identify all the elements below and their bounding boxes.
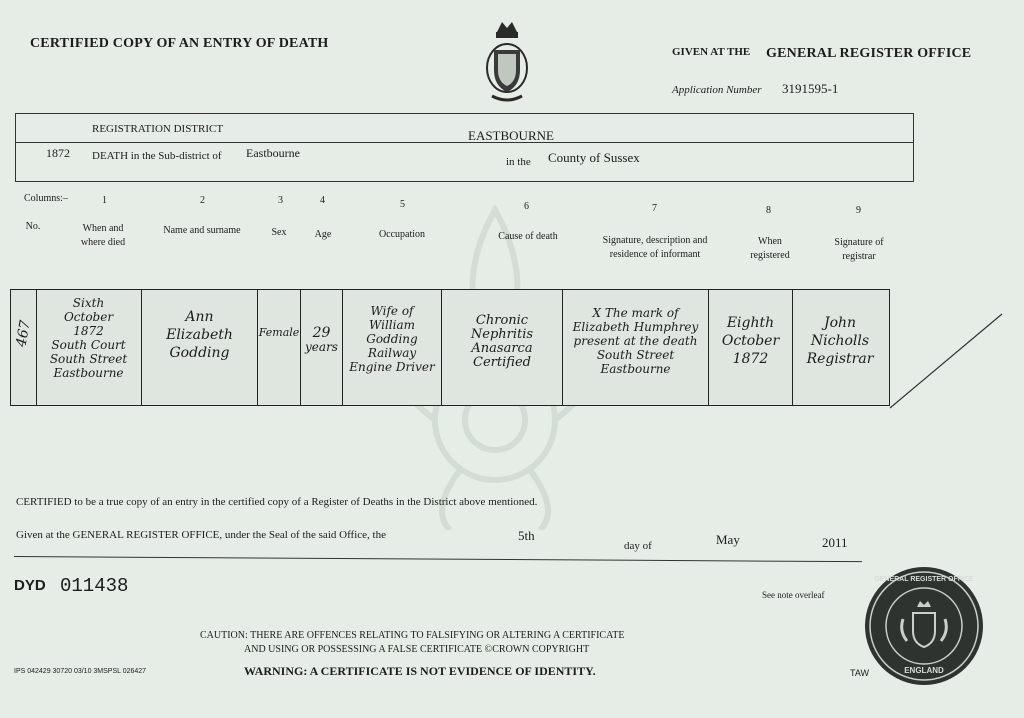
cause-line: Nephritis <box>470 327 534 342</box>
informant-line: Elizabeth Humphrey <box>572 320 699 334</box>
registration-district-box <box>15 113 914 182</box>
district-name: EASTBOURNE <box>468 128 554 143</box>
caution-line-2: AND USING OR POSSESSING A FALSE CERTIFICATE ©CROWN COPYRIGHT <box>244 644 590 655</box>
registrar-line: Registrar <box>806 351 874 367</box>
column-number-7: 7 <box>652 203 657 214</box>
certified-statement: CERTIFIED to be a true copy of an entry in the certified copy of a Register of Deaths in the District above mentioned. <box>16 496 538 508</box>
header-when-where: When and where died <box>80 223 126 248</box>
column-number-9: 9 <box>856 205 861 216</box>
informant-line: present at the death <box>573 334 698 348</box>
column-number-6: 6 <box>524 201 529 212</box>
header-informant: Signature, description and residence of informant <box>602 235 708 260</box>
cell-registrar <box>793 290 887 405</box>
occupation-line: Engine Driver <box>349 360 435 374</box>
print-code: IPS 042429 30720 03/10 3MSPSL 026427 <box>14 668 147 675</box>
cause-line: Chronic <box>475 313 529 328</box>
cause-line: Certified <box>473 355 531 370</box>
general-register-office-seal <box>865 567 983 685</box>
header-registrar: Signature of registrar <box>834 237 884 262</box>
cell-sex <box>258 290 301 405</box>
name-line: Elizabeth <box>166 327 233 343</box>
royal-crest-icon <box>482 18 532 104</box>
column-number-4: 4 <box>320 195 325 206</box>
death-entry-row <box>10 289 890 406</box>
entry-number: 467 <box>13 319 34 349</box>
certified-day: 5th <box>518 528 535 543</box>
when-where-line: South Street <box>49 352 128 366</box>
cell-informant <box>563 290 709 405</box>
cause-line: Anasarca <box>471 341 533 356</box>
name-line: Godding <box>169 345 230 361</box>
header-no: No. <box>25 221 41 232</box>
registered-line: Eighth <box>726 315 775 331</box>
application-number: 3191595-1 <box>782 81 839 96</box>
district-label: REGISTRATION DISTRICT <box>92 123 224 135</box>
given-at-office: GENERAL REGISTER OFFICE <box>766 46 972 61</box>
sex-value: Female <box>258 326 300 339</box>
occupation-line: Railway <box>367 346 417 360</box>
age-unit: years <box>305 340 338 354</box>
certified-month: May <box>716 532 740 547</box>
when-where-line: South Court <box>51 338 126 352</box>
informant-line: Eastbourne <box>600 362 671 376</box>
header-occupation: Occupation <box>378 229 426 240</box>
district-year: 1872 <box>46 146 70 160</box>
day-of-label: day of <box>624 540 652 552</box>
column-number-3: 3 <box>278 195 283 206</box>
cell-when-where <box>36 290 142 405</box>
column-number-1: 1 <box>102 195 107 206</box>
name-line: Ann <box>185 309 214 325</box>
cell-when-registered <box>709 290 793 405</box>
seal-text-bottom: ENGLAND <box>904 666 944 675</box>
when-where-line: October <box>63 310 114 324</box>
column-number-2: 2 <box>200 195 205 206</box>
header-name: Name and surname <box>163 225 241 236</box>
seal-text-top: GENERAL REGISTER OFFICE <box>874 576 974 583</box>
registered-line: 1872 <box>732 351 769 367</box>
header-age: Age <box>314 229 332 240</box>
application-label: Application Number <box>672 84 762 96</box>
certificate-title: CERTIFIED COPY OF AN ENTRY OF DEATH <box>30 36 329 51</box>
cell-occupation <box>343 290 442 405</box>
column-number-8: 8 <box>766 205 771 216</box>
serial-number: 011438 <box>60 575 129 597</box>
cell-no <box>11 290 37 405</box>
column-number-5: 5 <box>400 199 405 210</box>
registrar-line: John <box>823 315 857 331</box>
occupation-line: Wife of <box>370 304 414 318</box>
county-name: County of Sussex <box>548 150 640 165</box>
cancel-stroke <box>888 312 1008 412</box>
subdistrict-label: DEATH in the Sub-district of <box>92 150 222 162</box>
cell-age <box>301 290 343 405</box>
see-note-overleaf: See note overleaf <box>762 590 825 600</box>
header-sex: Sex <box>271 227 287 238</box>
registrar-line: Nicholls <box>810 333 870 349</box>
in-the-label: in the <box>506 156 531 168</box>
header-cause: Cause of death <box>498 231 558 242</box>
registered-line: October <box>721 333 780 349</box>
when-where-line: 1872 <box>73 324 104 338</box>
when-where-line: Eastbourne <box>53 366 124 380</box>
informant-line: X The mark of <box>592 306 679 320</box>
occupation-line: Godding <box>366 332 418 346</box>
informant-line: South Street <box>596 348 675 362</box>
caution-line-1: CAUTION: THERE ARE OFFENCES RELATING TO FALSIFYING OR ALTERING A CERTIFICATE <box>200 630 625 641</box>
certified-year: 2011 <box>822 535 848 550</box>
header-when-registered: When registered <box>750 236 790 261</box>
when-where-line: Sixth <box>72 296 105 310</box>
given-at-prefix: GIVEN AT THE <box>672 46 751 58</box>
subdistrict-name: Eastbourne <box>246 146 300 160</box>
taw-mark: TAW <box>850 668 869 678</box>
divider <box>14 556 862 562</box>
divider <box>16 142 913 143</box>
columns-label: Columns:– <box>24 193 68 204</box>
warning-text: WARNING: A CERTIFICATE IS NOT EVIDENCE OF IDENTITY. <box>244 664 596 678</box>
given-at-statement: Given at the GENERAL REGISTER OFFICE, under the Seal of the said Office, the <box>16 529 386 541</box>
cell-cause <box>442 290 563 405</box>
serial-prefix: DYD <box>14 577 46 594</box>
cell-name <box>142 290 258 405</box>
occupation-line: William <box>368 318 415 332</box>
age-number: 29 <box>312 325 331 341</box>
